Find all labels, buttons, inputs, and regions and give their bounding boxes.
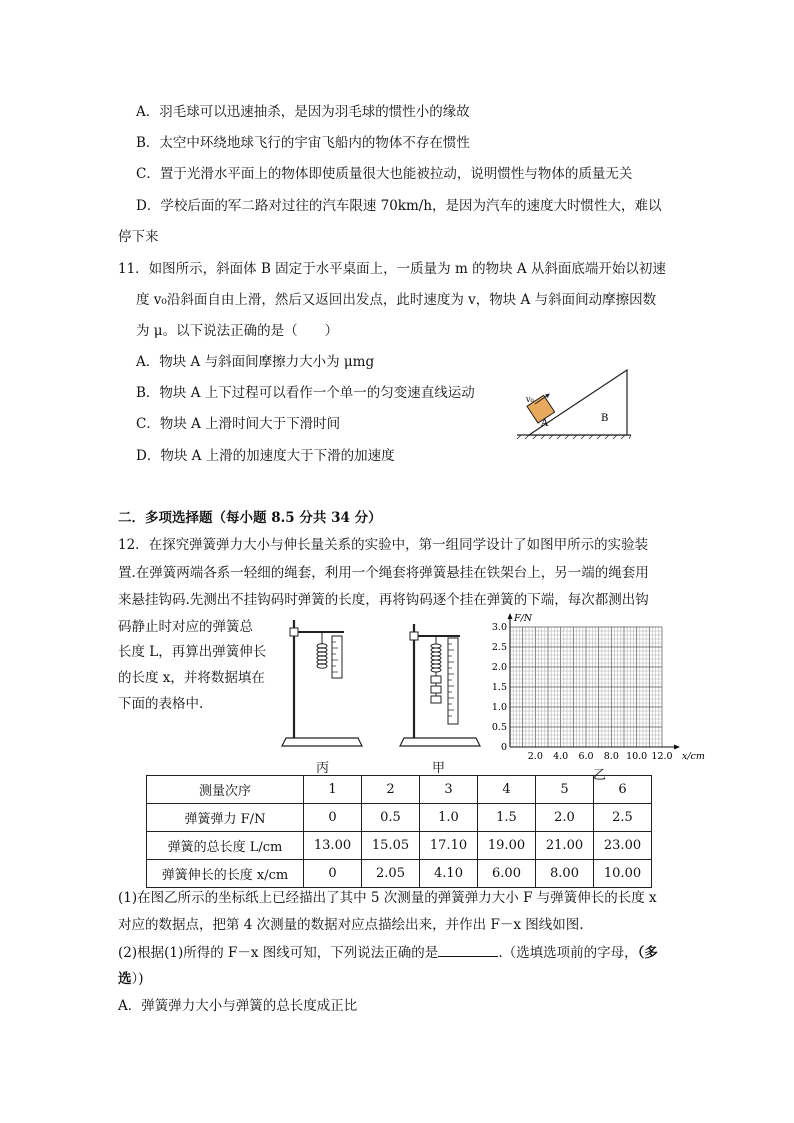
q12-stem-line6: 的长度 x，并将数据填在 xyxy=(118,670,265,686)
x-tick-label: 8.0 xyxy=(603,751,619,762)
x-tick-label: 6.0 xyxy=(578,751,594,762)
table-row xyxy=(147,860,652,888)
table-cell: 2.05 xyxy=(362,860,420,888)
table-cell: 2.0 xyxy=(536,804,594,832)
q10-option-b: B．太空中环绕地球飞行的宇宙飞船内的物体不存在惯性 xyxy=(136,135,470,151)
x-tick-label: 2.0 xyxy=(527,751,543,762)
apparatus-jia xyxy=(396,620,484,754)
fig-label-yi: 乙 xyxy=(593,768,607,783)
table-header-cell: 1 xyxy=(304,776,362,804)
table-cell: 1.0 xyxy=(420,804,478,832)
q12-stem-line3: 来悬挂钩码.先测出不挂钩码时弹簧的长度，再将钩码逐个挂在弹簧的下端，每次都测出钩 xyxy=(118,592,649,608)
v0-label: v₀ xyxy=(526,395,534,404)
y-axis-arrow xyxy=(508,613,513,619)
table-cell: 21.00 xyxy=(536,832,594,860)
q12-option-a: A．弹簧弹力大小与弹簧的总长度成正比 xyxy=(118,998,358,1014)
table-cell: 2.5 xyxy=(594,804,652,832)
q12-stem-line2: 置.在弹簧两端各系一轻细的绳套，利用一个绳套将弹簧悬挂在铁架台上，另一端的绳套用 xyxy=(118,565,649,581)
q10-option-d-cont: 停下来 xyxy=(118,229,159,245)
x-tick-label: 12.0 xyxy=(651,751,673,762)
q11-stem-line2: 度 v₀沿斜面自由上滑，然后又返回出发点，此时速度为 v，物块 A 与斜面间动摩擦因数 xyxy=(136,292,657,308)
spring xyxy=(317,644,327,668)
y-axis-label: F/N xyxy=(514,613,533,624)
q11-stem-line3: 为 μ。以下说法正确的是（ ） xyxy=(136,323,339,339)
q11-option-c: C．物块 A 上滑时间大于下滑时间 xyxy=(136,416,341,432)
q12-stem-line1: 12．在探究弹簧弹力大小与伸长量关系的实验中，第一组同学设计了如图甲所示的实验装 xyxy=(118,537,649,553)
q12-stem-line4: 码静止时对应的弹簧总 xyxy=(118,619,253,635)
y-tick-label: 2.5 xyxy=(491,642,507,653)
q11-option-a: A．物块 A 与斜面间摩擦力大小为 μmg xyxy=(136,354,375,370)
table-cell: 23.00 xyxy=(594,832,652,860)
q12-part2-line2 xyxy=(118,969,144,989)
incline-b-label: B xyxy=(601,413,609,424)
q12-part2-text: (2)根据(1)所得的 F－x 图线可知，下列说法正确的是 xyxy=(118,945,439,961)
table-cell: 0.5 xyxy=(362,804,420,832)
y-tick-label: 3.0 xyxy=(491,622,507,633)
y-tick-label: 2.0 xyxy=(491,662,507,673)
table-row xyxy=(147,804,652,832)
q12-part2-multi-cont: 选 xyxy=(118,971,132,987)
stand-base xyxy=(400,738,480,746)
q10-option-a: A．羽毛球可以迅速抽杀，是因为羽毛球的惯性小的缘故 xyxy=(136,104,470,120)
table-cell: 4.10 xyxy=(420,860,478,888)
table-header-cell: 3 xyxy=(420,776,478,804)
table-header-cell: 测量次序 xyxy=(147,776,304,804)
q12-part1-line1: (1)在图乙所示的坐标纸上已经描出了其中 5 次测量的弹簧弹力大小 F 与弹簧伸长的长度 x xyxy=(118,890,657,906)
y-tick-label: 0.5 xyxy=(491,722,507,733)
table-cell: 15.05 xyxy=(362,832,420,860)
q12-stem-line7: 下面的表格中. xyxy=(118,696,204,712)
table-header-cell: 4 xyxy=(478,776,536,804)
table-cell: 10.00 xyxy=(594,860,652,888)
x-axis-arrow xyxy=(674,745,680,750)
fig-label-jia: 甲 xyxy=(432,761,446,776)
q11-stem-line1: 11．如图所示，斜面体 B 固定于水平桌面上，一质量为 m 的物块 A 从斜面底端开始以初速 xyxy=(118,261,666,277)
q12-part2-multi: （多 xyxy=(637,945,658,961)
table-cell: 13.00 xyxy=(304,832,362,860)
table-cell: 0 xyxy=(304,804,362,832)
answer-blank[interactable] xyxy=(438,942,498,957)
table-header-cell: 6 xyxy=(594,776,652,804)
x-axis-label: x/cm xyxy=(682,751,705,762)
velocity-arrowhead xyxy=(545,394,550,399)
q12-stem-line5: 长度 L，再算出弹簧伸长 xyxy=(118,644,267,660)
q12-part2-line1 xyxy=(118,942,658,963)
q11-option-d: D．物块 A 上滑的加速度大于下滑的加速度 xyxy=(136,448,395,464)
table-cell: 19.00 xyxy=(478,832,536,860)
table-cell: 17.10 xyxy=(420,832,478,860)
ruler xyxy=(448,638,458,724)
table-row xyxy=(147,832,652,860)
table-cell: 1.5 xyxy=(478,804,536,832)
stand-base xyxy=(282,738,362,746)
table-cell: 弹簧伸长的长度 x/cm xyxy=(147,860,304,888)
spring xyxy=(431,644,441,672)
table-header-cell: 2 xyxy=(362,776,420,804)
q12-part1-line2: 对应的数据点，把第 4 次测量的数据对应点描绘出来，并作出 F－x 图线如图. xyxy=(118,917,584,933)
chart-yi xyxy=(480,612,705,764)
table-header-row xyxy=(147,776,652,804)
section-heading: 二．多项选择题（每小题 8.5 分共 34 分） xyxy=(118,510,382,526)
table-cell: 弹簧弹力 F/N xyxy=(147,804,304,832)
q12-part2-text-b: .（选填选项前的字母， xyxy=(498,945,638,961)
q12-part2-close: ）) xyxy=(131,971,144,987)
clamp xyxy=(410,632,418,640)
y-tick-label: 1.5 xyxy=(491,682,507,693)
data-table xyxy=(146,775,652,888)
clamp xyxy=(290,628,298,636)
block-a-label: A xyxy=(541,418,549,429)
incline-figure xyxy=(515,368,633,440)
x-tick-label: 4.0 xyxy=(553,751,569,762)
table-cell: 0 xyxy=(304,860,362,888)
q10-option-d: D．学校后面的军二路对过往的汽车限速 70km/h，是因为汽车的速度大时惯性大，难以 xyxy=(136,198,662,214)
hook-weights xyxy=(431,672,441,703)
table-header-cell: 5 xyxy=(536,776,594,804)
x-tick-label: 10.0 xyxy=(626,751,648,762)
apparatus-bing xyxy=(278,614,366,754)
table-cell: 6.00 xyxy=(478,860,536,888)
y-tick-label: 0 xyxy=(500,742,507,753)
q10-option-c: C．置于光滑水平面上的物体即使质量很大也能被拉动，说明惯性与物体的质量无关 xyxy=(136,166,633,182)
q11-option-b: B．物块 A 上下过程可以看作一个单一的匀变速直线运动 xyxy=(136,385,475,401)
table-cell: 8.00 xyxy=(536,860,594,888)
y-tick-label: 1.0 xyxy=(491,702,507,713)
fig-label-bing: 丙 xyxy=(316,761,330,776)
table-cell: 弹簧的总长度 L/cm xyxy=(147,832,304,860)
